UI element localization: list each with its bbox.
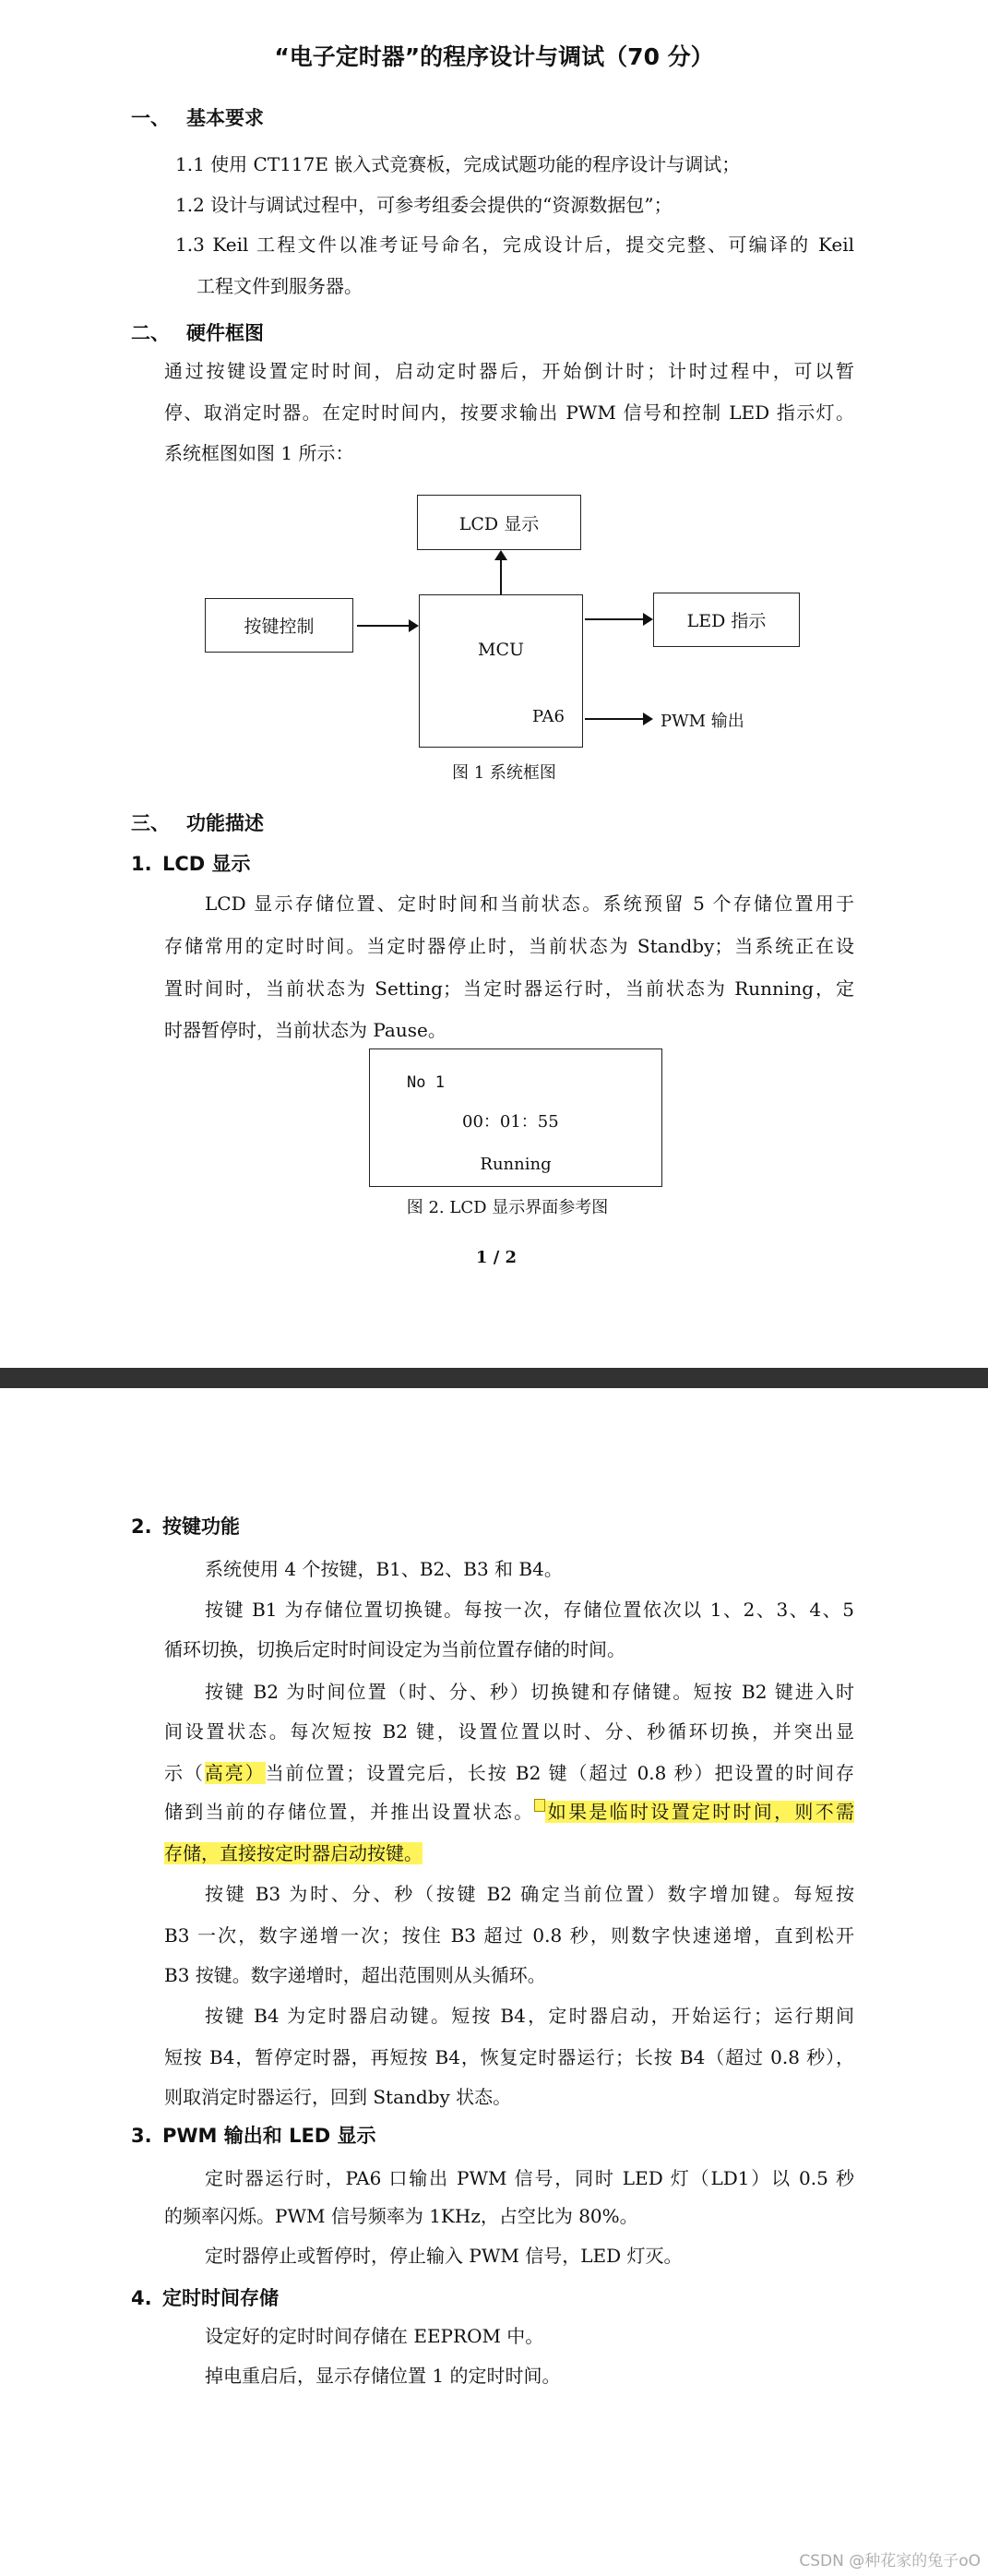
highlighted-text[interactable]: 存储，直接按定时器启动按键。 (164, 1842, 423, 1864)
paragraph-line: LCD 显示存储位置、定时时间和当前状态。系统预留 5 个存储位置用于 (205, 893, 854, 915)
subsection-number: 1. (131, 853, 152, 875)
subsection-title: 按键功能 (162, 1516, 240, 1538)
requirement-item-continued: 工程文件到服务器。 (196, 275, 363, 297)
arrow-up-icon (500, 552, 502, 594)
subsection-number: 3. (131, 2125, 152, 2147)
paragraph-line (164, 1753, 854, 1793)
paragraph-line: 系统框图如图 1 所示： (164, 442, 354, 464)
paragraph-line: 存储常用的定时时间。当定时器停止时，当前状态为 Standby；当系统正在设 (164, 935, 854, 957)
mcu-label: MCU (477, 640, 524, 660)
section-heading-hardware (131, 315, 264, 352)
lcd-display-block: LCD 显示 (417, 495, 581, 550)
arrow-right-icon (357, 625, 417, 627)
subsection-heading-keys (131, 1508, 240, 1545)
key-control-block: 按键控制 (205, 598, 353, 653)
page-number: 1 / 2 (475, 1248, 518, 1267)
section-number: 二、 (131, 322, 170, 344)
paragraph-line: 循环切换，切换后定时时间设定为当前位置存储的时间。 (164, 1638, 625, 1660)
subsection-title: PWM 输出和 LED 显示 (162, 2125, 376, 2147)
paragraph-line: B3 一次，数字递增一次；按住 B3 超过 0.8 秒，则数字快速递增，直到松开 (164, 1924, 854, 1947)
paragraph-line: 系统使用 4 个按键，B1、B2、B3 和 B4。 (205, 1558, 563, 1580)
led-indicator-block: LED 指示 (653, 593, 800, 647)
highlighted-text[interactable]: 如果是临时设置定时时间，则不需 (545, 1801, 854, 1823)
paragraph-line: 设定好的定时时间存储在 EEPROM 中。 (205, 2325, 544, 2347)
watermark: CSDN @种花家的兔子oO (799, 2552, 981, 2570)
paragraph-line: 按键 B2 为时间位置（时、分、秒）切换键和存储键。短按 B2 键进入时 (205, 1681, 854, 1703)
paragraph-line: 定时器运行时，PA6 口输出 PWM 信号，同时 LED 灯（LD1）以 0.5 秒 (205, 2167, 854, 2189)
section-number: 一、 (131, 107, 170, 129)
paragraph-line: 按键 B3 为时、分、秒（按键 B2 确定当前位置）数字增加键。每短按 (205, 1883, 854, 1905)
subsection-number: 4. (131, 2287, 152, 2309)
figure-caption: 图 2. LCD 显示界面参考图 (406, 1198, 609, 1217)
highlighted-text[interactable]: 高亮） (204, 1762, 266, 1784)
page-separator (0, 1368, 988, 1388)
lcd-screen-reference (369, 1048, 662, 1187)
paragraph-line: 间设置状态。每次短按 B2 键，设置位置以时、分、秒循环切换，并突出显 (164, 1720, 854, 1743)
section-heading-requirements (131, 100, 264, 137)
paragraph-line: 则取消定时器运行，回到 Standby 状态。 (164, 2086, 512, 2108)
paragraph-line: 定时器停止或暂停时，停止输入 PWM 信号，LED 灯灭。 (205, 2245, 683, 2267)
subsection-heading-lcd (131, 845, 251, 882)
section-title: 功能描述 (186, 812, 264, 834)
lcd-status: Running (480, 1155, 552, 1174)
requirement-item: 1.2 设计与调试过程中，可参考组委会提供的“资源数据包”； (175, 194, 673, 216)
subsection-heading-storage (131, 2280, 279, 2317)
paragraph-line: 通过按键设置定时时间，启动定时器后，开始倒计时；计时过程中，可以暂 (164, 360, 854, 382)
paragraph-line: 的频率闪烁。PWM 信号频率为 1KHz，占空比为 80%。 (164, 2205, 638, 2227)
paragraph-line: 短按 B4，暂停定时器，再短按 B4，恢复定时器运行；长按 B4（超过 0.8 秒）， (164, 2046, 854, 2068)
requirement-item: 1.3 Keil 工程文件以准考证号命名，完成设计后，提交完整、可编译的 Keil (175, 234, 854, 256)
paragraph-line: B3 按键。数字递增时，超出范围则从头循环。 (164, 1964, 546, 1986)
text-segment: 储到当前的存储位置，并推出设置状态。 (164, 1801, 535, 1823)
arrow-right-icon (585, 618, 651, 620)
text-segment: 示（ (164, 1762, 205, 1784)
paragraph-line (164, 1791, 854, 1832)
section-number: 三、 (131, 812, 170, 834)
paragraph-line: 按键 B1 为存储位置切换键。每按一次，存储位置依次以 1、2、3、4、5 (205, 1599, 854, 1621)
subsection-title: LCD 显示 (162, 853, 251, 875)
requirement-item: 1.1 使用 CT117E 嵌入式竞赛板，完成试题功能的程序设计与调试； (175, 153, 741, 175)
paragraph-line: 置时间时，当前状态为 Setting；当定时器运行时，当前状态为 Running，定 (164, 977, 854, 1000)
paragraph-line: 掉电重启后，显示存储位置 1 的定时时间。 (205, 2365, 561, 2387)
arrow-right-icon (585, 718, 651, 720)
figure-caption: 图 1 系统框图 (452, 763, 556, 783)
text-segment: 当前位置；设置完后，长按 B2 键（超过 0.8 秒）把设置的时间存 (265, 1762, 854, 1784)
pwm-output-label: PWM 输出 (661, 712, 744, 731)
section-heading-functions (131, 805, 264, 842)
subsection-title: 定时时间存储 (162, 2287, 279, 2309)
section-title: 基本要求 (186, 107, 264, 129)
document-title: “电子定时器”的程序设计与调试（70 分） (274, 43, 714, 70)
pa6-label: PA6 (532, 707, 565, 726)
comment-note-icon[interactable] (534, 1799, 545, 1812)
paragraph-line: 按键 B4 为定时器启动键。短按 B4，定时器启动，开始运行；运行期间 (205, 2005, 854, 2027)
paragraph-line: 停、取消定时器。在定时时间内，按要求输出 PWM 信号和控制 LED 指示灯。 (164, 401, 854, 424)
paragraph-line (164, 1833, 854, 1874)
subsection-heading-pwm (131, 2117, 376, 2154)
paragraph-line: 时器暂停时，当前状态为 Pause。 (164, 1019, 446, 1041)
subsection-number: 2. (131, 1516, 152, 1538)
lcd-time: 00：01：55 (462, 1112, 559, 1132)
section-title: 硬件框图 (186, 322, 264, 344)
lcd-storage-number: No 1 (407, 1073, 445, 1092)
